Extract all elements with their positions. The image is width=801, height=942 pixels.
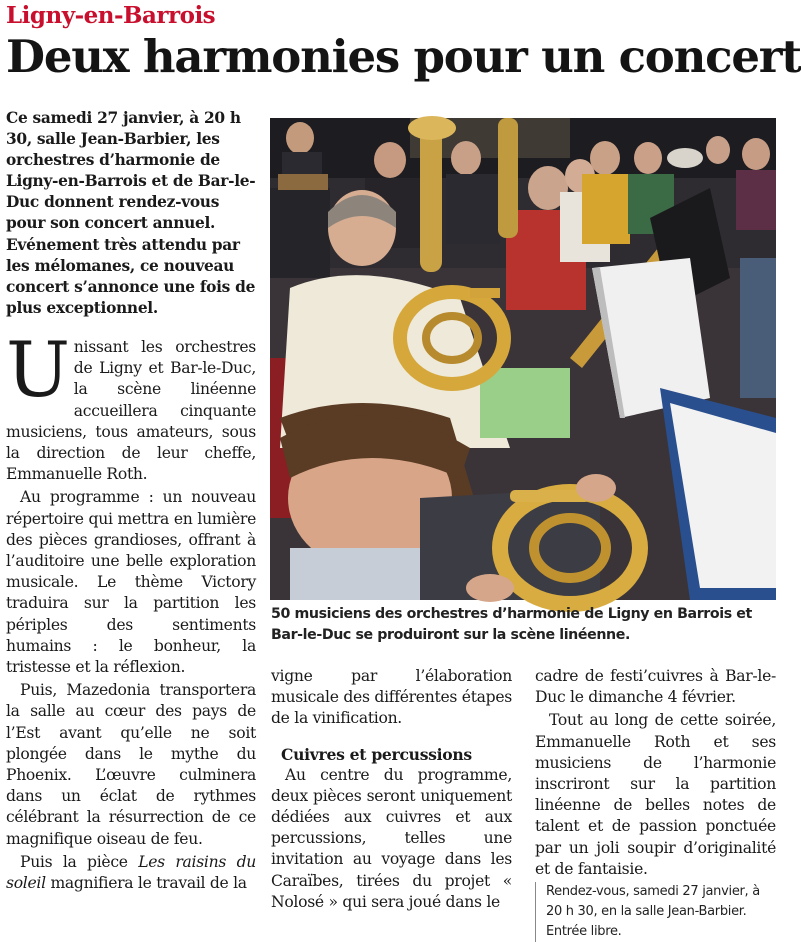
article-kicker: Ligny-en-Barrois	[6, 2, 216, 29]
paragraph-4: Puis la pièce Les raisins du soleil magnifiera le travail de la	[6, 852, 257, 893]
drop-cap: U	[6, 325, 70, 414]
paragraph-6: Tout au long de cette soirée, Emmanuelle Roth et ses musiciens de l’harmonie inscriront sur la partition linéenne de belles notes de talent et de passion ponctuée par un joli soupir d’originalité et de fantaisie.	[535, 711, 776, 878]
article-headline: Deux harmonies pour un concert	[6, 30, 801, 83]
paragraph-1: Unissant les orchestres de Ligny et Bar-le-Duc, la scène linéenne accueillera cinquante musiciens, tous amateurs, sous la direction de leur cheffe, Emmanuelle Roth.	[6, 325, 256, 484]
paragraph-5: Au centre du programme, deux pièces seront uniquement dédiées aux cuivres et aux percussions, telles une invitation au voyage dans les Caraïbes, tirées du projet « Nolosé » qui sera joué dans le	[271, 765, 512, 911]
paragraph-4-continued: vigne par l’élaboration musicale des différentes étapes de la vinification.	[271, 667, 512, 728]
practical-info: Rendez-vous, samedi 27 janvier, à 20 h 30, en la salle Jean-Barbier. Entrée libre.	[535, 882, 776, 942]
article-column-1	[6, 325, 257, 896]
paragraph-3: Puis, Mazedonia transportera la salle au cœur des pays de l’Est avant qu’elle ne soit plongée dans le mythe du Phoenix. L’œuvre culminera dans un éclat de rythmes célébrant la résurrection de ce magnifique oiseau de feu.	[6, 681, 256, 848]
orchestra-photo	[270, 118, 776, 600]
section-subhead: Cuivres et percussions	[281, 744, 472, 764]
article-column-2	[271, 666, 512, 915]
article-lead: Ce samedi 27 janvier, à 20 h 30, salle Jean-Barbier, les orchestres d’harmonie de Ligny-en-Barrois et de Bar-le-Duc donnent rendez-vous pour son concert annuel. Evénement très attendu par les mélomanes, ce nouveau concert s’annonce une fois de plus exceptionnel.	[6, 109, 256, 317]
article-column-3	[535, 666, 776, 942]
work-title: Les raisins du soleil	[6, 852, 257, 893]
paragraph-5-continued: cadre de festi’cuivres à Bar-le-Duc le dimanche 4 février.	[535, 667, 776, 707]
paragraph-2: Au programme : un nouveau répertoire qui mettra en lumière des pièces grandioses, offrant à l’auditoire une belle exploration musicale. Le thème Victory traduira sur la partition les périples des sentiments humains : le bonheur, la tristesse et la réflexion.	[6, 488, 256, 677]
photo-caption: 50 musiciens des orchestres d’harmonie de Ligny en Barrois et Bar-le-Duc se produiront sur la scène linéenne.	[271, 606, 752, 643]
